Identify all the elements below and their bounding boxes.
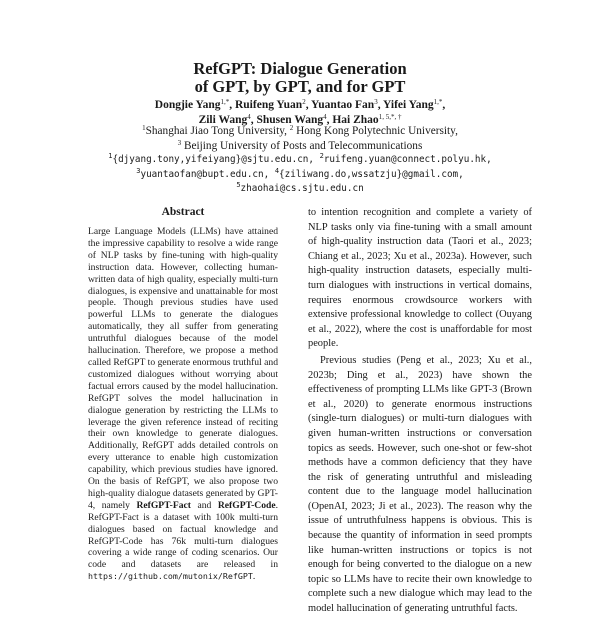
affiliation-sjtu: Shanghai Jiao Tong University,: [145, 125, 290, 137]
author-sep: ,: [377, 99, 384, 111]
author-name: Dongjie Yang: [154, 99, 221, 111]
abstract-text: .: [252, 571, 256, 583]
abstract-text: Large Language Models (LLMs) have attained the impressive capability to resolve a wide range of NLP tasks by fine-tuning with high-quality instruction data. However, collecting human-written data of high quality, especially multi-turn dialogues, is expensive and unattainable for most people. Though previous studies have used powerful LLMs to generate the dialogues automatically, they all suffer from generating untruthful dialogues because of the model hallucination. Therefore, we propose a method called RefGPT to generate enormous truthful and customized dialogues without worrying about factual errors caused by the model hallucination. RefGPT solves the model hallucination in dialogue generation by restricting the LLMs to leverage the given reference instead of reciting their own knowledge to generate dialogues. Additionally, RefGPT adds detailed controls on every utterance to enable high customization capability, which previous studies have ignored. On the basis of RefGPT, we also propose two high-quality dialogue datasets generated by GPT-4, namely: [88, 226, 278, 511]
author-sup: 1,*: [220, 98, 230, 106]
email-sup: 5: [236, 181, 241, 189]
email-line-1: [0, 153, 600, 168]
email-sup: 3: [136, 166, 141, 175]
email-bupt: yuantaofan@bupt.edu.cn,: [140, 168, 275, 180]
body-paragraph-1: to intention recognition and complete a variety of NLP tasks only via fine-tuning with a small amount of high-quality instruction data (Taori et al., 2023; Chiang et al., 2023; Xu et al., 2023a). However, such high-quality instruction datasets, especially multi-turn dialogues with instructions in vertical domains, requires enormous crowdsource workers with extensive professional knowledge to collect (Ouyang et al., 2022), where the cost is unaffordable for most people.: [308, 207, 532, 350]
affiliation-line-1: [0, 124, 600, 139]
repo-link[interactable]: https://github.com/mutonix/RefGPT: [88, 571, 253, 582]
author-sup: 4: [323, 113, 327, 121]
abstract-text: . RefGPT-Fact is a dataset with 100k multi-turn dialogues based on factual knowledge and RefGPT-Code has 76k multi-turn dialogues covering a wide range of coding scenarios. Our code and datasets are released in: [88, 499, 279, 571]
abstract-heading: Abstract: [161, 206, 205, 218]
paper-title: [0, 60, 600, 96]
body-paragraph-2: Previous studies (Peng et al., 2023; Xu et al., 2023b; Ding et al., 2023) have shown the effectiveness of prompting LLMs like GPT-3 (Brown et al., 2020) to generate enormous instructions (single-turn dialogues) or multi-turn dialogues with given human-written instructions or conversation topics as seeds. However, such one-shot or few-shot methods have a common deficiency that they have the risk of generating untruthful and misleading content due to the language model hallucination (OpenAI, 2023; Ji et al., 2023). The reason why the issue of untruthfulness happens is obvious. This is because the quantity of information in seed prompts like human-written instructions or topics is not enough for being converted to the dialogue on a new topic so LLMs have to recite their own knowledge to complete such a new dialogue which may lead to the model hallucination of generating untruthful facts.: [308, 354, 532, 615]
emails: [0, 153, 600, 197]
author-name: Shusen Wang: [256, 114, 324, 126]
author-sup: 3: [374, 98, 378, 106]
dataset-name-code: RefGPT-Code: [217, 499, 276, 511]
author-name: Yifei Yang: [383, 99, 434, 111]
dataset-name-fact: RefGPT-Fact: [136, 499, 191, 511]
affiliation-bupt: Beijing University of Posts and Telecommunications: [181, 139, 423, 152]
author-sep: ,: [442, 99, 446, 111]
affiliation-polyu: Hong Kong Polytechnic University,: [293, 125, 458, 137]
author-sep: ,: [229, 99, 235, 111]
affil-sup: 2: [289, 124, 294, 132]
author-name: Zili Wang: [198, 114, 248, 126]
author-sep: ,: [305, 99, 312, 111]
author-name: Yuantao Fan: [311, 99, 375, 111]
email-sup: 2: [319, 152, 324, 160]
author-line-1: [0, 98, 600, 113]
author-sup: 1,*: [433, 98, 443, 106]
email-cs-sjtu: zhaohai@cs.sjtu.edu.cn: [240, 183, 364, 194]
intro-column: [308, 206, 532, 617]
abstract-text: and: [190, 499, 218, 511]
author-name: Ruifeng Yuan: [234, 99, 303, 111]
author-name: Hai Zhao: [332, 114, 379, 126]
author-sup: 2: [302, 98, 306, 106]
email-line-2: [0, 168, 600, 183]
title-line-1: RefGPT: Dialogue Generation: [193, 59, 407, 78]
title-line-2: of GPT, by GPT, and for GPT: [194, 77, 406, 96]
author-sep: ,: [326, 114, 333, 126]
affiliation-line-2: [0, 139, 600, 154]
author-sep: ,: [250, 114, 257, 126]
author-sup: 1, 5,*, †: [378, 113, 402, 121]
email-sup: 4: [274, 166, 280, 175]
email-polyu: ruifeng.yuan@connect.polyu.hk,: [323, 154, 492, 165]
email-line-3: [0, 182, 600, 197]
email-sup: 1: [108, 152, 113, 160]
affil-sup: 3: [177, 138, 182, 147]
abstract-body: [88, 226, 278, 583]
author-sup: 4: [247, 113, 251, 121]
email-sjtu: {djyang.tony,yifeiyang}@sjtu.edu.cn,: [112, 154, 320, 165]
affiliations: [0, 124, 600, 153]
affil-sup: 1: [142, 124, 146, 132]
email-gmail: {ziliwang.do,wssatzju}@gmail.com,: [279, 168, 464, 180]
